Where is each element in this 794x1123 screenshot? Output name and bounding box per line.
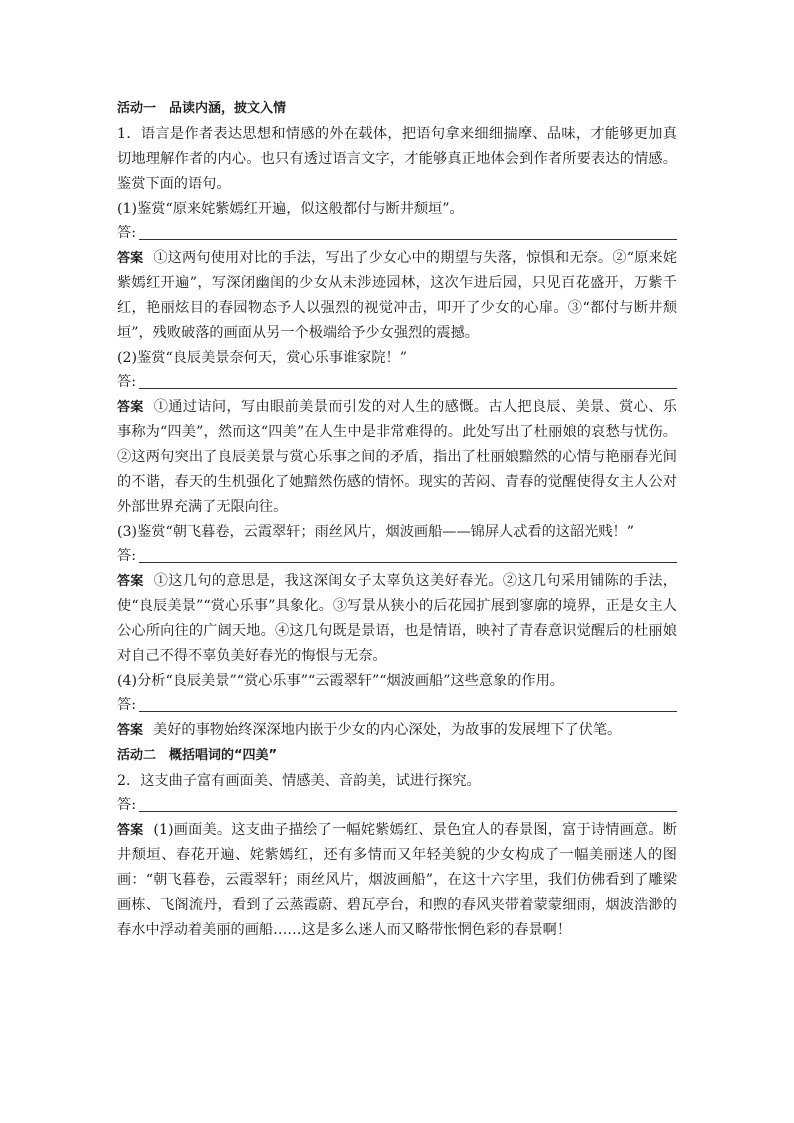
question2-stem: 2．这支曲子富有画面美、情感美、音韵美，试进行探究。 [117,773,481,789]
answer-blank [139,388,677,389]
document-page [117,96,677,943]
answer-key-text: ①通过诘问，写由眼前美景而引发的对人生的感慨。古人把良辰、美景、赏心、乐事称为“四美”，然而这“四美”在人生中是非常难得的。此处写出了杜丽娘的哀愁与忧伤。②这两句突出了良辰美景与赏心乐事之间的矛盾，指出了杜丽娘黯然的心情与艳丽春光间的不谐，春天的生机强化了她黯然伤感的情怀。现实的苦闷、青春的觉醒使得女主人公对外部世界充满了无限向往。 [117,399,677,515]
answer-key-text: (1)画面美。这支曲子描绘了一幅姹紫嫣红、景色宜人的春景图，富于诗情画意。断井颓垣、春花开遍、姹紫嫣红，还有多情而又年轻美貌的少女构成了一幅美丽迷人的图画：“朝飞暮卷，云霞翠轩；雨丝风片，烟波画船”，在这十六字里，我们仿佛看到了雕梁画栋、飞阁流丹，看到了云蒸霞蔚、碧瓦亭台，和煦的春风夹带着蒙蒙细雨，烟波浩渺的春水中浮动着美丽的画船……这是多么迷人而又略带怅惘色彩的春景啊！ [117,822,677,938]
answer-label: 答: [117,797,136,813]
activity2-title: 活动二 概括唱词的“四美” [117,748,278,763]
answer-line-4 [117,694,677,718]
q1-sub2-prompt: (2)鉴赏“良辰美景奈何天，赏心乐事谁家院！” [117,350,407,366]
answer-key-5 [117,818,677,943]
answer-label: 答: [117,374,136,390]
answer-key-1 [117,246,677,346]
answer-label: 答: [117,548,136,564]
answer-key-label: 答案 [117,823,144,838]
answer-key-label: 答案 [117,251,144,266]
answer-key-text: 美好的事物始终深深地内嵌于少女的内心深处，为故事的发展埋下了伏笔。 [153,722,622,738]
answer-blank [139,811,677,812]
answer-key-3 [117,569,677,669]
answer-line-3 [117,545,677,569]
answer-key-label: 答案 [117,574,144,589]
answer-blank [139,239,677,240]
answer-line-2 [117,371,677,395]
activity1-title: 活动一 品读内涵，披文入情 [117,101,287,116]
answer-key-2 [117,395,677,520]
answer-key-label: 答案 [117,400,144,415]
answer-blank [139,562,677,563]
q1-sub3-prompt: (3)鉴赏“朝飞暮卷，云霞翠轩；雨丝风片，烟波画船——锦屏人忒看的这韶光贱！” [117,524,634,540]
answer-label: 答: [117,697,136,713]
answer-key-label: 答案 [117,723,144,738]
q1-sub4-prompt: (4)分析“良辰美景”“赏心乐事”“云霞翠轩”“烟波画船”这些意象的作用。 [117,673,564,689]
q1-sub1-prompt: (1)鉴赏“原来姹紫嫣红开遍，似这般都付与断井颓垣”。 [117,201,464,217]
question1-stem: 1．语言是作者表达思想和情感的外在载体，把语句拿来细细揣摩、品味，才能够更加真切地理解作者的内心。也只有透过语言文字，才能够真正地体会到作者所要表达的情感。鉴赏下面的语句。 [117,126,677,192]
answer-blank [139,711,677,712]
answer-key-text: ①这几句的意思是，我这深闺女子太辜负这美好春光。②这几句采用铺陈的手法，使“良辰美景”“赏心乐事”具象化。③写景从狭小的后花园扩展到寥廓的境界，正是女主人公心所向往的广阔天地。④这几句既是景语，也是情语，映衬了青春意识觉醒后的杜丽娘对自己不得不辜负美好春光的悔恨与无奈。 [117,573,677,664]
answer-line-5 [117,794,677,818]
answer-key-text: ①这两句使用对比的手法，写出了少女心中的期望与失落，惊惧和无奈。②“原来姹紫嫣红开遍”，写深闭幽闺的少女从未涉迹园林，这次乍进后园，只见百花盛开，万紫千红，艳丽炫目的春园物态予人以强烈的视觉冲击，叩开了少女的心扉。③“都付与断井颓垣”，残败破落的画面从另一个极端给予少女强烈的震撼。 [117,250,677,341]
answer-label: 答: [117,225,136,241]
answer-key-4 [117,718,677,743]
answer-line-1 [117,222,677,246]
